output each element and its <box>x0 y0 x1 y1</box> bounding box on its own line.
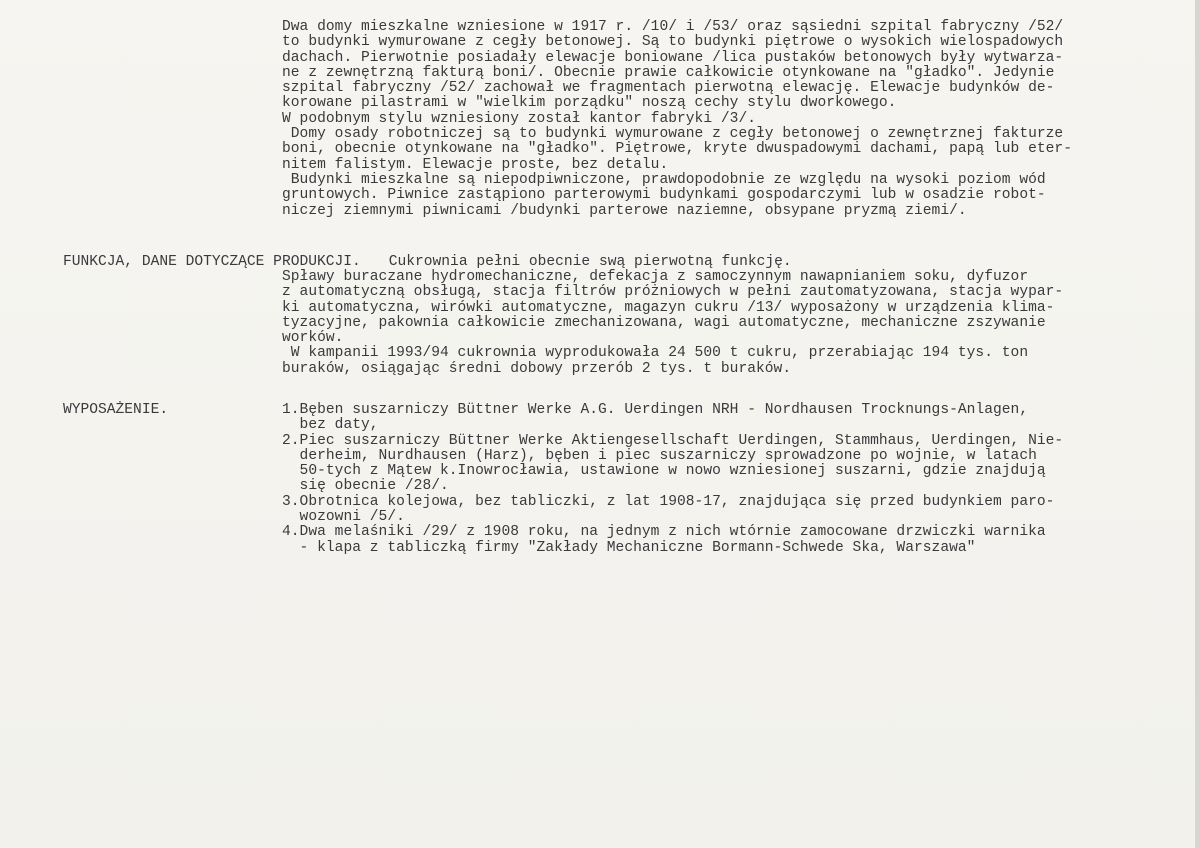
text-line: dachach. Pierwotnie posiadały elewacje boniowane /lica pustaków betonowych były wytwarza- <box>282 49 1064 66</box>
text-line: boni, obecnie otynkowane na "gładko". Piętrowe, kryte dwuspadowymi dachami, papą lub eter- <box>282 141 1072 158</box>
text-line: szpital fabryczny /52/ zachował we fragmentach pierwotną elewację. Elewacje budynków de- <box>282 80 1055 97</box>
list-item: - klapa z tabliczką firmy "Zakłady Mechaniczne Bormann-Schwede Ska, Warszawa" <box>282 539 976 556</box>
list-item: 1.Bęben suszarniczy Büttner Werke A.G. Uerdingen NRH - Nordhausen Trocknungs-Anlagen, <box>282 402 1029 418</box>
text-line: korowane pilastrami w "wielkim porządku" noszą cechy stylu dworkowego. <box>282 95 897 112</box>
funkcja-text-block <box>282 270 1063 377</box>
funkcja-section-label: FUNKCJA, DANE DOTYCZĄCE PRODUKCJI. <box>63 254 361 270</box>
list-item: derheim, Nurdhausen (Harz), bęben i piec suszarniczy sprowadzone po wojnie, w latach <box>282 447 1037 464</box>
list-item: 4.Dwa melaśniki /29/ z 1908 roku, na jednym z nich wtórnie zamocowane drzwiczki warnika <box>282 524 1046 541</box>
text-line: Spławy buraczane hydromechaniczne, defekacja z samoczynnym nawapnianiem soku, dyfuzor <box>282 269 1029 285</box>
intro-text-block <box>282 20 1072 219</box>
text-line: tyzacyjne, pakownia całkowicie zmechanizowana, wagi automatyczne, mechaniczne zszywanie <box>282 314 1046 331</box>
text-line: z automatyczną obsługą, stacja filtrów próżniowych w pełni zautomatyzowana, stacja wypar- <box>282 284 1064 301</box>
list-item: wozowni /5/. <box>282 509 405 526</box>
funkcja-first-line: Cukrownia pełni obecnie swą pierwotną funkcję. <box>380 254 792 270</box>
wyposazenie-section-label: WYPOSAŻENIE. <box>63 402 169 418</box>
text-line: niczej ziemnymi piwnicami /budynki parterowe naziemne, obsypane pryzmą ziemi/. <box>282 202 967 219</box>
text-line: nitem falistym. Elewacje proste, bez detalu. <box>282 156 669 173</box>
text-line: Budynki mieszkalne są niepodpiwniczone, prawdopodobnie ze względu na wysoki poziom wód <box>282 171 1046 188</box>
text-line: to budynki wymurowane z cegły betonowej. Są to budynki piętrowe o wysokich wielospadowych <box>282 34 1064 51</box>
text-line: worków. <box>282 330 344 347</box>
text-line: ne z zewnętrzną fakturą boni/. Obecnie prawie całkowicie otynkowane na "gładko". Jedynie <box>282 64 1055 81</box>
list-item: bez daty, <box>282 417 379 434</box>
text-line: W podobnym stylu wzniesiony został kantor fabryki /3/. <box>282 110 756 127</box>
text-line: ki automatyczna, wirówki automatyczne, magazyn cukru /13/ wyposażony w urządzenia klima- <box>282 299 1055 316</box>
list-item: 3.Obrotnica kolejowa, bez tabliczki, z lat 1908-17, znajdująca się przed budynkiem paro- <box>282 493 1055 510</box>
list-item: się obecnie /28/. <box>282 478 449 495</box>
text-line: buraków, osiągając średni dobowy przerób 2 tys. t buraków. <box>282 360 792 377</box>
text-line: gruntowych. Piwnice zastąpiono parterowymi budynkami gospodarczymi lub w osadzie robot- <box>282 187 1046 204</box>
page-edge <box>1195 0 1199 848</box>
wyposazenie-list <box>282 403 1063 556</box>
list-item: 50-tych z Mątew k.Inowrocławia, ustawione w nowo wzniesionej suszarni, gdzie znajdują <box>282 463 1046 480</box>
list-item: 2.Piec suszarniczy Büttner Werke Aktiengesellschaft Uerdingen, Stammhaus, Uerdingen, Nie- <box>282 432 1064 449</box>
text-line: Domy osady robotniczej są to budynki wymurowane z cegły betonowej o zewnętrznej fakturze <box>282 126 1064 143</box>
text-line: W kampanii 1993/94 cukrownia wyprodukowała 24 500 t cukru, przerabiając 194 tys. ton <box>282 345 1029 362</box>
text-line: Dwa domy mieszkalne wzniesione w 1917 r. /10/ i /53/ oraz sąsiedni szpital fabryczny /52/ <box>282 19 1064 35</box>
